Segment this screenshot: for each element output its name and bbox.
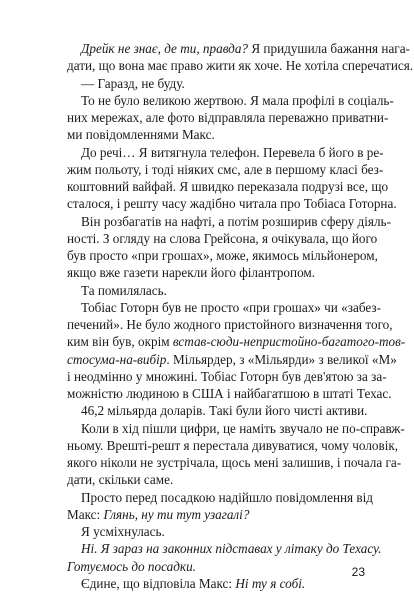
- text-line: Тобіас Готорн був не просто «при грошах» чи «забез-: [81, 299, 381, 315]
- text-line: дати, скільки саме.: [67, 472, 174, 488]
- text-line: До речі… Я витягнула телефон. Перевела б його в ре-: [81, 144, 384, 160]
- text-line: стосума-на-вибір. Мільярдер, з «Мільярди» з великої «М»: [67, 351, 397, 367]
- text-line: сталося, і решту часу жадібно читала про Тобіаса Готорна.: [67, 196, 397, 212]
- text-line: дати, що вона має право жити як хоче. Не хотіла сперечатися.: [67, 58, 414, 74]
- text-line: Дрейк не знає, де ти, правда? Я придушила бажання нага-: [81, 41, 410, 56]
- text-line: ньому. Врешті-решт я перестала дивуватися, чому чоловік,: [67, 437, 399, 453]
- text-line: був просто «при грошах», може, якимось мільйонером,: [67, 248, 378, 263]
- text-line: Єдине, що відповіла Макс: Ні ту я собі.: [81, 575, 306, 591]
- text-line: печений». Не було жодного пристойного визначення того,: [67, 317, 393, 332]
- text-line: ми повідомленнями Макс.: [67, 127, 215, 143]
- text-line: Він розбагатів на нафті, а потім розширив сферу діяль-: [81, 213, 391, 229]
- text-line: То не було великою жертвою. Я мала профілі в соціаль-: [81, 92, 394, 108]
- text-line: коштовний вайфай. Я швидко переказала подрузі все, що: [67, 179, 389, 194]
- text-line: якщо вже газети нарекли його філантропом.: [67, 265, 316, 281]
- text-line: Просто перед посадкою надійшло повідомлення від: [81, 489, 374, 505]
- text-line: якого ніколи не зустрічала, щось мені залишив, і почала га-: [67, 455, 402, 470]
- text-line: Коли в хід пішли цифри, це наміть звучало не по-справж-: [81, 420, 405, 436]
- text-line: — Гаразд, не буду.: [81, 75, 185, 91]
- text-line: 46,2 мільярда доларів. Такі були його чисті активи.: [81, 403, 368, 419]
- text-line: ності. З огляду на слова Грейсона, я очікувала, що його: [67, 230, 378, 246]
- body-text: [67, 40, 414, 592]
- text-line: ким він був, окрім встав-сюди-непристойно-багатого-тов-: [67, 334, 406, 350]
- text-line: Та помилялась.: [81, 282, 167, 298]
- text-line: Я усміхнулась.: [81, 524, 165, 539]
- text-line: можністю людиною в США і найбагатшою в штаті Техас.: [67, 386, 392, 401]
- text-line: Ні. Я зараз на законних підставах у літаку до Техасу.: [81, 541, 382, 557]
- text-line: Макс: Глянь, ну ти тут узагалі?: [67, 506, 250, 522]
- text-line: них мережах, але фото відправляла переважно приватни-: [67, 110, 389, 125]
- page-number: 23: [351, 565, 365, 579]
- text-line: жим польоту, і тоді ніяких смс, але в першому класі без-: [67, 161, 384, 177]
- text-line: Готуємось до посадки.: [67, 558, 196, 574]
- text-line: і неодмінно у множині. Тобіас Готорн був дев'ятою за за-: [67, 368, 387, 384]
